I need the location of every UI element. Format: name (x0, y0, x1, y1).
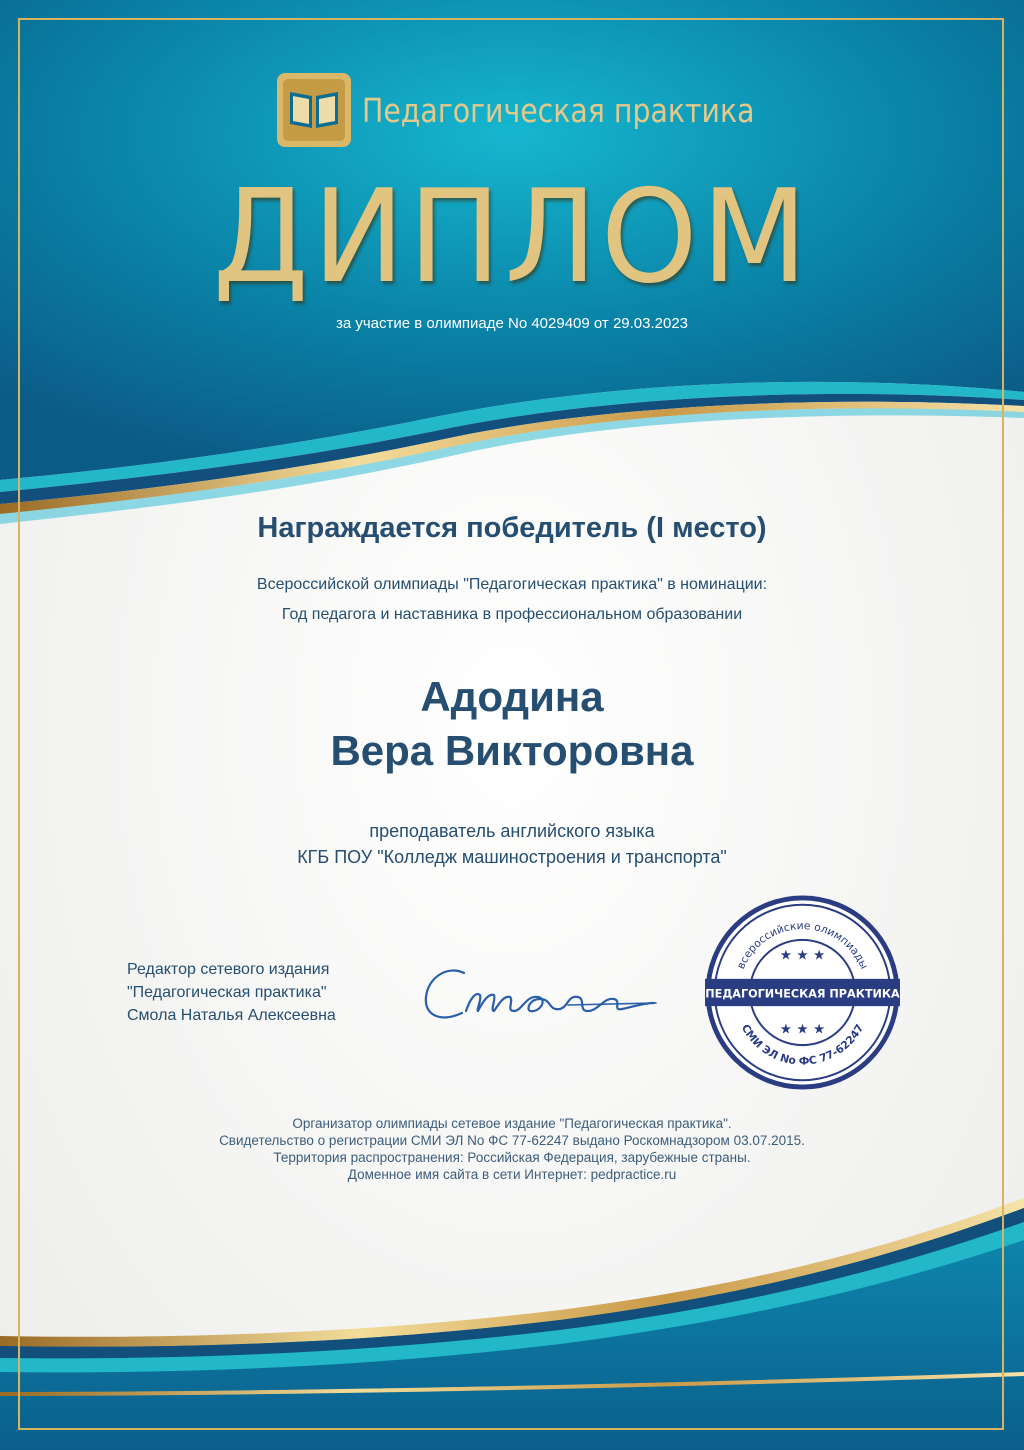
logo-text: Педагогическая практика (362, 90, 755, 130)
award-heading: Награждается победитель (I место) (257, 512, 767, 544)
recipient-position (0, 818, 1024, 870)
nomination-line-2: Год педагога и наставника в профессиональном образовании (281, 606, 743, 623)
stamp-stars-top: ★ ★ ★ (779, 947, 826, 964)
editor-line-1: Редактор сетевого издания (127, 961, 330, 978)
stamp-center-text: ПЕДАГОГИЧЕСКАЯ ПРАКТИКА (705, 987, 900, 1001)
open-book-icon (276, 72, 352, 148)
footer-line-2: Свидетельство о регистрации СМИ ЭЛ No ФС 77-62247 выдано Роскомнадзором 03.07.2015. (219, 1133, 805, 1148)
signature (418, 955, 658, 1035)
nomination-line-1: Всероссийской олимпиады "Педагогическая практика" в номинации: (256, 576, 768, 593)
footer-line-1: Организатор олимпиады сетевое издание "Педагогическая практика". (292, 1116, 732, 1131)
stamp-bottom-arc: СМИ ЭЛ No ФС 77-62247 (738, 1021, 867, 1068)
logo (276, 72, 818, 148)
position-line-1: преподаватель английского языка (369, 821, 655, 841)
diploma-title: ДИПЛОМ (212, 163, 812, 312)
recipient-last-name: Адодина (420, 673, 604, 720)
editor-block (127, 958, 336, 1027)
editor-line-3: Смола Наталья Алексеевна (127, 1007, 336, 1024)
editor-line-2: "Педагогическая практика" (127, 984, 327, 1001)
footer-line-4: Доменное имя сайта в сети Интернет: pedpractice.ru (347, 1167, 677, 1182)
stamp-top-arc: всероссийские олимпиады (734, 919, 871, 972)
position-line-2: КГБ ПОУ "Колледж машиностроения и транспорта" (297, 847, 727, 867)
recipient-first-names: Вера Викторовна (330, 727, 694, 774)
olympiad-subtitle: за участие в олимпиаде No 4029409 от 29.03.2023 (335, 315, 689, 332)
footer-info (0, 1115, 1024, 1183)
stamp-stars-bottom: ★ ★ ★ (779, 1021, 826, 1038)
nomination-text (0, 570, 1024, 630)
footer-line-3: Территория распространения: Российская Федерация, зарубежные страны. (273, 1150, 751, 1165)
publisher-stamp (705, 895, 900, 1090)
recipient-name (0, 670, 1024, 778)
